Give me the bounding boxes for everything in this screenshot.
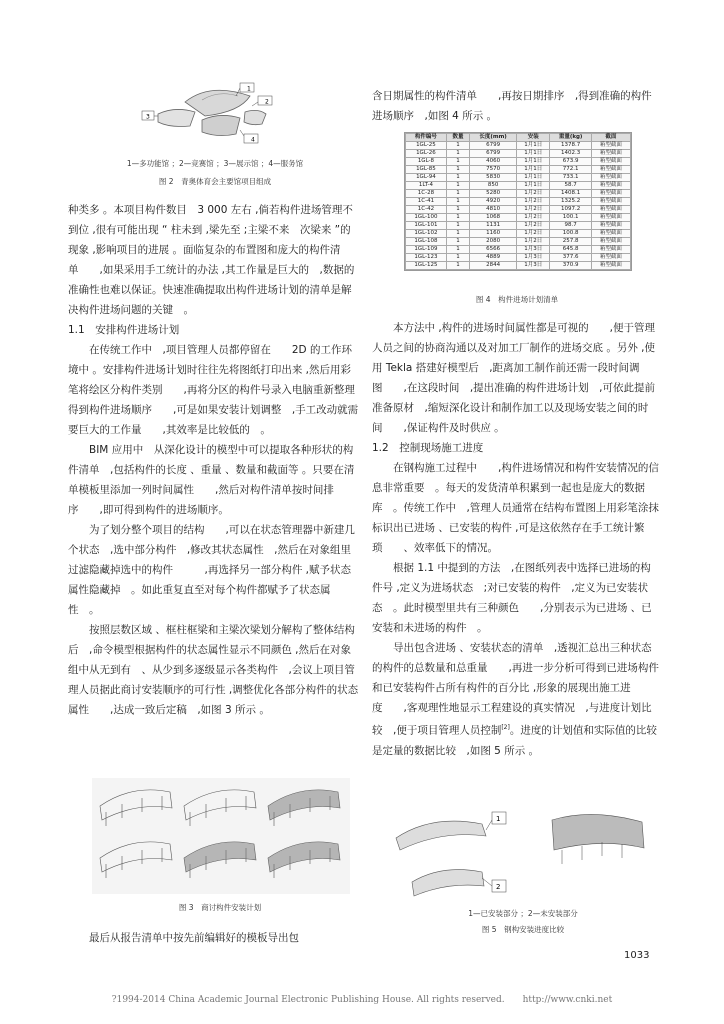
fig4-table-row bbox=[406, 230, 631, 238]
fig4-table-cell: 6799 bbox=[470, 142, 517, 150]
fig4-table-row bbox=[406, 254, 631, 262]
fig4-table-cell: 100.1 bbox=[550, 214, 591, 222]
fig4-table-cell: 7570 bbox=[470, 166, 517, 174]
right-para-5-text: 导出包含进场 、安装状态的清单 ,透视汇总出三种状态的构件的总数量和总重量 ,再进一步分析可得到已进场构件和已安装构件占所有构件的百分比 ,形象的展现出施工进度 ,客观理性地显示工程建设的真实情况 ,与进度计划比较 ,便于项目管理人员控制 bbox=[372, 642, 659, 737]
left-para-2: 在传统工作中 ,项目管理人员都停留在 2D 的工作环境中 。安排构件进场计划时往往先将图纸打印出来 ,然后用彩笔将绘区分构件类别 ,再将分区的构件号录入电脑重新整理得到构件进场顺序 ,可是如果安装计划调整 ,手工改动就需要巨大的工作量 ,其效率是比较低的 。 bbox=[68, 344, 359, 436]
fig4-table-cell: 1C-41 bbox=[406, 198, 447, 206]
citation-2: [2] bbox=[501, 724, 510, 731]
fig4-table-cell: 1月2日 bbox=[517, 190, 550, 198]
fig4-table-cell: 1 bbox=[446, 142, 469, 150]
fig5-label-2: 2 bbox=[496, 883, 501, 891]
fig4-table-cell: 箱型截面 bbox=[591, 198, 630, 206]
fig4-table-cell: 箱型截面 bbox=[591, 230, 630, 238]
fig4-table-cell: 5280 bbox=[470, 190, 517, 198]
fig4-table-cell: 1C-28 bbox=[406, 190, 447, 198]
fig4-table-cell: 1LT-4 bbox=[406, 182, 447, 190]
fig4-table-cell: 2080 bbox=[470, 238, 517, 246]
fig4-table-cell: 1GL-109 bbox=[406, 246, 447, 254]
fig4-table-cell: 1 bbox=[446, 182, 469, 190]
fig4-table-cell: 370.9 bbox=[550, 262, 591, 270]
right-para-1: 含日期属性的构件清单 ,再按日期排序 ,得到准确的构件进场顺序 ,如图 4 所示 。 bbox=[372, 90, 652, 122]
fig4-table-cell: 1 bbox=[446, 198, 469, 206]
right-column-top bbox=[372, 86, 660, 126]
left-para-3: BIM 应用中 从深化设计的模型中可以提取各种形状的构件清单 ,包括构件的长度 、重量 、数量和截面等 。只要在清单模板里添加一列时间属性 ,然后对构件清单按时间排序 ,即可得到构件的进场顺序。 bbox=[68, 444, 355, 516]
fig4-header-cell: 截面 bbox=[591, 134, 630, 142]
fig4-table-cell: 箱型截面 bbox=[591, 190, 630, 198]
fig4-table-row bbox=[406, 166, 631, 174]
fig4-table-cell: 箱型截面 bbox=[591, 174, 630, 182]
left-column-tail bbox=[68, 928, 360, 948]
fig4-table-row bbox=[406, 214, 631, 222]
fig4-table-cell: 箱型截面 bbox=[591, 142, 630, 150]
fig4-table-cell: 1月2日 bbox=[517, 238, 550, 246]
fig4-table-row bbox=[406, 246, 631, 254]
left-column bbox=[68, 200, 360, 720]
fig4-table-cell: 1GL-94 bbox=[406, 174, 447, 182]
fig4-table-cell: 1 bbox=[446, 214, 469, 222]
fig4-table-cell: 1GL-123 bbox=[406, 254, 447, 262]
fig4-table-cell: 377.6 bbox=[550, 254, 591, 262]
fig4-table-cell: 1月2日 bbox=[517, 222, 550, 230]
fig4-table-cell: 6799 bbox=[470, 150, 517, 158]
fig4-table-cell: 1月1日 bbox=[517, 158, 550, 166]
fig4-table-cell: 850 bbox=[470, 182, 517, 190]
fig4-table-cell: 772.1 bbox=[550, 166, 591, 174]
fig5-label-1: 1 bbox=[496, 815, 501, 823]
left-para-5: 按照层数区域 、框柱框梁和主梁次梁划分解构了整体结构后 ,命令模型根据构件的状态属性显示不同颜色 ,然后在对象组中从无到有 、从少到多逐级显示各类构件 ,会议上项目管理人员据此商讨安装顺序的可行性 ,调整优化各部分构件的状态属性 ,达成一致后定稿 ,如图 3 所示 。 bbox=[68, 624, 359, 716]
fig4-table-cell: 1月1日 bbox=[517, 142, 550, 150]
fig4-table-cell: 673.9 bbox=[550, 158, 591, 166]
figure-5-legend: 1—已安装部分 ；2—未安装部分 bbox=[468, 909, 578, 918]
fig4-header-cell: 构件编号 bbox=[406, 134, 447, 142]
fig4-table-cell: 1GL-125 bbox=[406, 262, 447, 270]
fig4-table-row bbox=[406, 206, 631, 214]
right-para-3: 在钢构施工过程中 ,构件进场情况和构件安装情况的信息非常重要 。每天的发货清单积累到一起也是庞大的数据库 。传统工作中 ,管理人员通常在结构布置图上用彩笔涂抹 标识出已进场 、已安装的构件 ,可是这依然存在手工统计繁琐 、效率低下的情况。 bbox=[372, 462, 680, 554]
fig4-table-cell: 1月2日 bbox=[517, 230, 550, 238]
fig4-table-cell: 1月2日 bbox=[517, 214, 550, 222]
right-para-5-end: 。进度的计划值和实际值的比较是定量的数据比较 ,如图 5 所示 。 bbox=[372, 724, 657, 757]
fig4-table-cell: 箱型截面 bbox=[591, 158, 630, 166]
fig4-table-row bbox=[406, 190, 631, 198]
fig4-table-cell: 1GL-101 bbox=[406, 222, 447, 230]
fig4-table-cell: 1 bbox=[446, 222, 469, 230]
fig4-table-cell: 4920 bbox=[470, 198, 517, 206]
fig4-table-cell: 2844 bbox=[470, 262, 517, 270]
fig4-header-cell: 重量(kg) bbox=[550, 134, 591, 142]
fig4-table-cell: 257.8 bbox=[550, 238, 591, 246]
fig4-table-cell: 1325.2 bbox=[550, 198, 591, 206]
right-para-4: 根据 1.1 中提到的方法 ,在图纸列表中选择已进场的构件号 ,定义为进场状态 ;对已安装的构件 ,定义为已安装状态 。此时模型里共有三种颜色 ,分别表示为已进场 、已安装和未进场的构件 。 bbox=[372, 562, 652, 634]
fig4-table-cell: 1 bbox=[446, 238, 469, 246]
fig4-table-cell: 1 bbox=[446, 158, 469, 166]
figure-4-table bbox=[404, 132, 632, 271]
left-para-6: 最后从报告清单中按先前编辑好的模板导出包 bbox=[89, 932, 299, 944]
fig4-table-cell: 1 bbox=[446, 246, 469, 254]
fig4-table-cell: 1 bbox=[446, 150, 469, 158]
fig4-table-cell: 箱型截面 bbox=[591, 262, 630, 270]
fig4-table-cell: 1402.3 bbox=[550, 150, 591, 158]
fig4-table-cell: 1GL-108 bbox=[406, 238, 447, 246]
right-para-5 bbox=[372, 638, 660, 761]
figure-2-venues-image bbox=[140, 82, 290, 150]
fig4-table-cell: 1GL-102 bbox=[406, 230, 447, 238]
fig4-table-cell: 箱型截面 bbox=[591, 182, 630, 190]
fig4-table-cell: 箱型截面 bbox=[591, 222, 630, 230]
fig4-table-row bbox=[406, 174, 631, 182]
fig4-table-cell: 1408.1 bbox=[550, 190, 591, 198]
page-number: 1033 bbox=[624, 950, 650, 961]
fig4-table-cell: 1月2日 bbox=[517, 198, 550, 206]
right-para-2: 本方法中 ,构件的进场时间属性都是可视的 ,便于管理人员之间的协商沟通以及对加工厂制作的进场交底 。另外 ,使用 Tekla 搭建好模型后 ,距离加工制作前还需一段时间调图 ,在这段时间 ,提出准确的构件进场计划 ,可依此提前准备原材 ,缩短深化设计和制作加工以及现场安装之间的时间 ,保证构件及时供应 。 bbox=[372, 322, 656, 434]
fig4-table-cell: 733.1 bbox=[550, 174, 591, 182]
fig4-table-cell: 1131 bbox=[470, 222, 517, 230]
figure-2-legend: 1—多功能馆 ；2—竞赛馆 ；3—展示馆 ；4—服务馆 bbox=[126, 159, 304, 168]
fig4-table-cell: 箱型截面 bbox=[591, 246, 630, 254]
fig4-table-cell: 箱型截面 bbox=[591, 254, 630, 262]
fig4-table-cell: 1 bbox=[446, 190, 469, 198]
fig4-table-cell: 1月3日 bbox=[517, 246, 550, 254]
fig4-table-cell: 4889 bbox=[470, 254, 517, 262]
section-1-1-heading: 1.1 安排构件进场计划 bbox=[68, 324, 180, 336]
fig4-table-cell: 箱型截面 bbox=[591, 150, 630, 158]
fig4-table-cell: 4060 bbox=[470, 158, 517, 166]
left-para-4: 为了划分整个项目的结构 ,可以在状态管理器中新建几个状态 ,选中部分构件 ,修改其状态属性 ,然后在对象组里过滤隐藏掉选中的构件 ,再选择另一部分构件 ,赋予状态属性隐藏掉 。如此重复直至对每个构件都赋予了状态属性 。 bbox=[68, 524, 355, 616]
fig4-table-cell: 1月3日 bbox=[517, 254, 550, 262]
fig4-table-row bbox=[406, 198, 631, 206]
fig4-table-cell: 1 bbox=[446, 166, 469, 174]
fig4-table-row bbox=[406, 150, 631, 158]
fig4-table-row bbox=[406, 222, 631, 230]
fig4-table-cell: 100.8 bbox=[550, 230, 591, 238]
fig4-table-cell: 1GL-100 bbox=[406, 214, 447, 222]
fig4-table-cell: 1 bbox=[446, 174, 469, 182]
fig4-table-cell: 1月1日 bbox=[517, 174, 550, 182]
fig4-table-cell: 1GL-25 bbox=[406, 142, 447, 150]
fig4-table-cell: 箱型截面 bbox=[591, 214, 630, 222]
fig4-table-row bbox=[406, 182, 631, 190]
fig4-table-cell: 58.7 bbox=[550, 182, 591, 190]
fig4-header-cell: 数量 bbox=[446, 134, 469, 142]
figure-5-caption: 图 5 钢构安装进度比较 bbox=[481, 925, 565, 934]
copyright-footer: ?1994-2014 China Academic Journal Electronic Publishing House. All rights reserved. http://www.cnki.net bbox=[111, 995, 613, 1005]
fig4-table-cell: 箱型截面 bbox=[591, 238, 630, 246]
fig4-table-cell: 1 bbox=[446, 254, 469, 262]
fig4-table-cell: 箱型截面 bbox=[591, 206, 630, 214]
fig4-table-cell: 1068 bbox=[470, 214, 517, 222]
fig2-label-1: 1 bbox=[247, 85, 251, 93]
fig4-table-cell: 1GL-26 bbox=[406, 150, 447, 158]
fig4-table-cell: 1 bbox=[446, 230, 469, 238]
right-column bbox=[372, 318, 680, 761]
fig4-table-cell: 1 bbox=[446, 262, 469, 270]
fig4-table-row bbox=[406, 158, 631, 166]
figure-5-progress-image bbox=[392, 808, 654, 906]
fig4-table-cell: 5830 bbox=[470, 174, 517, 182]
fig2-label-3: 3 bbox=[146, 113, 150, 121]
fig4-table-row bbox=[406, 262, 631, 270]
fig4-table-row bbox=[406, 238, 631, 246]
fig4-table-cell: 1GL-8 bbox=[406, 158, 447, 166]
figure-3-structure-models-image bbox=[92, 778, 350, 894]
fig2-label-4: 4 bbox=[251, 136, 255, 144]
figure-4-caption: 图 4 构件进场计划清单 bbox=[475, 295, 559, 304]
fig4-table-cell: 1月1日 bbox=[517, 150, 550, 158]
fig4-header-cell: 安装 bbox=[517, 134, 550, 142]
fig4-table-cell: 箱型截面 bbox=[591, 166, 630, 174]
fig4-table-cell: 1月3日 bbox=[517, 262, 550, 270]
fig4-table-cell: 645.8 bbox=[550, 246, 591, 254]
fig4-header-cell: 长度(mm) bbox=[470, 134, 517, 142]
figure-3-caption: 图 3 商讨构件安装计划 bbox=[178, 903, 262, 912]
fig4-table-cell: 98.7 bbox=[550, 222, 591, 230]
fig4-table-cell: 1C-42 bbox=[406, 206, 447, 214]
section-1-2-heading: 1.2 控制现场施工进度 bbox=[372, 442, 484, 454]
fig4-table-cell: 1 bbox=[446, 206, 469, 214]
fig4-table-cell: 1GL-85 bbox=[406, 166, 447, 174]
fig2-label-2: 2 bbox=[265, 98, 269, 106]
fig4-table-cell: 1月1日 bbox=[517, 166, 550, 174]
fig4-table-cell: 6566 bbox=[470, 246, 517, 254]
fig4-table-row bbox=[406, 142, 631, 150]
fig4-table-cell: 1097.2 bbox=[550, 206, 591, 214]
fig4-table-cell: 4810 bbox=[470, 206, 517, 214]
figure-2-caption: 图 2 青奥体育会主要馆项目组成 bbox=[158, 177, 272, 186]
fig4-table-cell: 1160 bbox=[470, 230, 517, 238]
fig4-table-cell: 1月2日 bbox=[517, 206, 550, 214]
left-para-1: 种类多 。本项目构件数目 3 000 左右 ,倘若构件进场管理不到位 ,很有可能出现 “ 柱未到 ,梁先至 ;主梁不来 次梁来 ”的现象 ,影响项目的进展 。面临复杂的布置图和庞大的构件清单 ,如果采用手工统计的办法 ,其工作量是巨大的 ,数据的准确性也难以保证。快速准确提取出构件进场计划的清单是解决构件进场问题的关键 。 bbox=[68, 204, 355, 316]
fig4-table-cell: 1378.7 bbox=[550, 142, 591, 150]
fig4-table-cell: 1月1日 bbox=[517, 182, 550, 190]
